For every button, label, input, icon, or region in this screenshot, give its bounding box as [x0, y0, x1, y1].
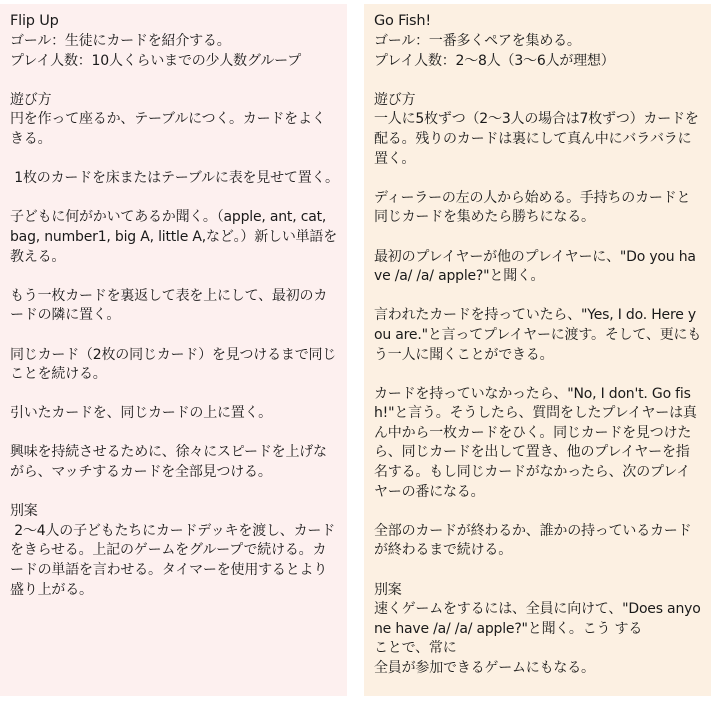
goal-line: ゴール：生徒にカードを紹介する。 — [10, 33, 231, 49]
variation-paragraph: 速くゲームをするには、全員に向けて、"Does anyone have /a/ /a/ apple?"と聞く。こう する — [374, 601, 701, 637]
instruction-paragraph: もう一枚カードを裏返して表を上にして、最初のカードの隣に置く。 — [10, 287, 328, 324]
instruction-paragraph: 全部のカードが終わるか、誰かの持っているカードが終わるまで続ける。 — [374, 522, 692, 559]
goal-line: ゴール：一番多くペアを集める。 — [374, 33, 581, 49]
flip-up-title: Flip Up — [10, 13, 59, 29]
instruction-paragraph: 興味を持続させるために、徐々にスピードを上げながら、マッチするカードを全部見つける。 — [10, 444, 327, 481]
instruction-paragraph: 最初のプレイヤーが他のプレイヤーに、"Do you have /a/ /a/ apple?"と聞く。 — [374, 248, 696, 285]
flip-up-panel — [0, 4, 347, 696]
variation-heading: 別案 — [374, 581, 402, 598]
instruction-paragraph: 一人に5枚ずつ（2～3人の場合は7枚ずつ）カードを配る。残りのカードは裏にして真ん中にバラバラに置く。 — [374, 111, 699, 167]
go-fish-title: Go Fish! — [374, 13, 431, 29]
variation-paragraph: 2～4人の子どもたちにカードデッキを渡し、カードをきらせる。上記のゲームをグループで続ける。カードの単語を言わせる。タイマーを使用するとより盛り上がる。 — [10, 522, 335, 598]
instruction-paragraph: カードを持っていなかったら、"No, I don't. Go fish!"と言う。そうしたら、質問をしたプレイヤーは真ん中から一枚カードをひく。同じカードを見つけたら、同じカードを出して置き、他のプレイヤーを指名する。もし同じカードがなかったら、次のプレイヤーの番になる。 — [374, 385, 697, 500]
how-to-play-heading: 遊び方 — [10, 91, 52, 108]
variation-heading: 別案 — [10, 503, 38, 520]
go-fish-body — [374, 32, 703, 679]
variation-paragraph: ことで、常に — [374, 640, 457, 657]
flip-up-body — [10, 32, 339, 600]
instruction-paragraph: 引いたカードを、同じカードの上に置く。 — [10, 405, 272, 422]
go-fish-panel — [364, 4, 711, 696]
players-line: プレイ人数：2～8人（3～6人が理想） — [374, 52, 615, 69]
variation-paragraph: 全員が参加できるゲームにもなる。 — [374, 660, 595, 676]
instruction-paragraph: 同じカード（2枚の同じカード）を見つけるまで同じことを続ける。 — [10, 346, 337, 383]
players-line: プレイ人数：10人くらいまでの少人数グループ — [10, 52, 302, 69]
instruction-paragraph: ディーラーの左の人から始める。手持ちのカードと同じカードを集めたら勝ちになる。 — [374, 189, 691, 226]
instruction-paragraph: 円を作って座るか、テーブルにつく。カードをよくきる。 — [10, 111, 326, 147]
instruction-paragraph: 子どもに何がかいてあるか聞く。（apple, ant, cat, bag, number1, big A, little A,など。）新しい単語を教える。 — [10, 209, 338, 265]
how-to-play-heading: 遊び方 — [374, 91, 416, 108]
instruction-paragraph: 言われたカードを持っていたら、"Yes, I do. Here you are."と言ってプレイヤーに渡す。そして、更にもう一人に聞くことができる。 — [374, 307, 702, 363]
instruction-paragraph: 1枚のカードを床またはテーブルに表を見せて置く。 — [10, 170, 339, 187]
